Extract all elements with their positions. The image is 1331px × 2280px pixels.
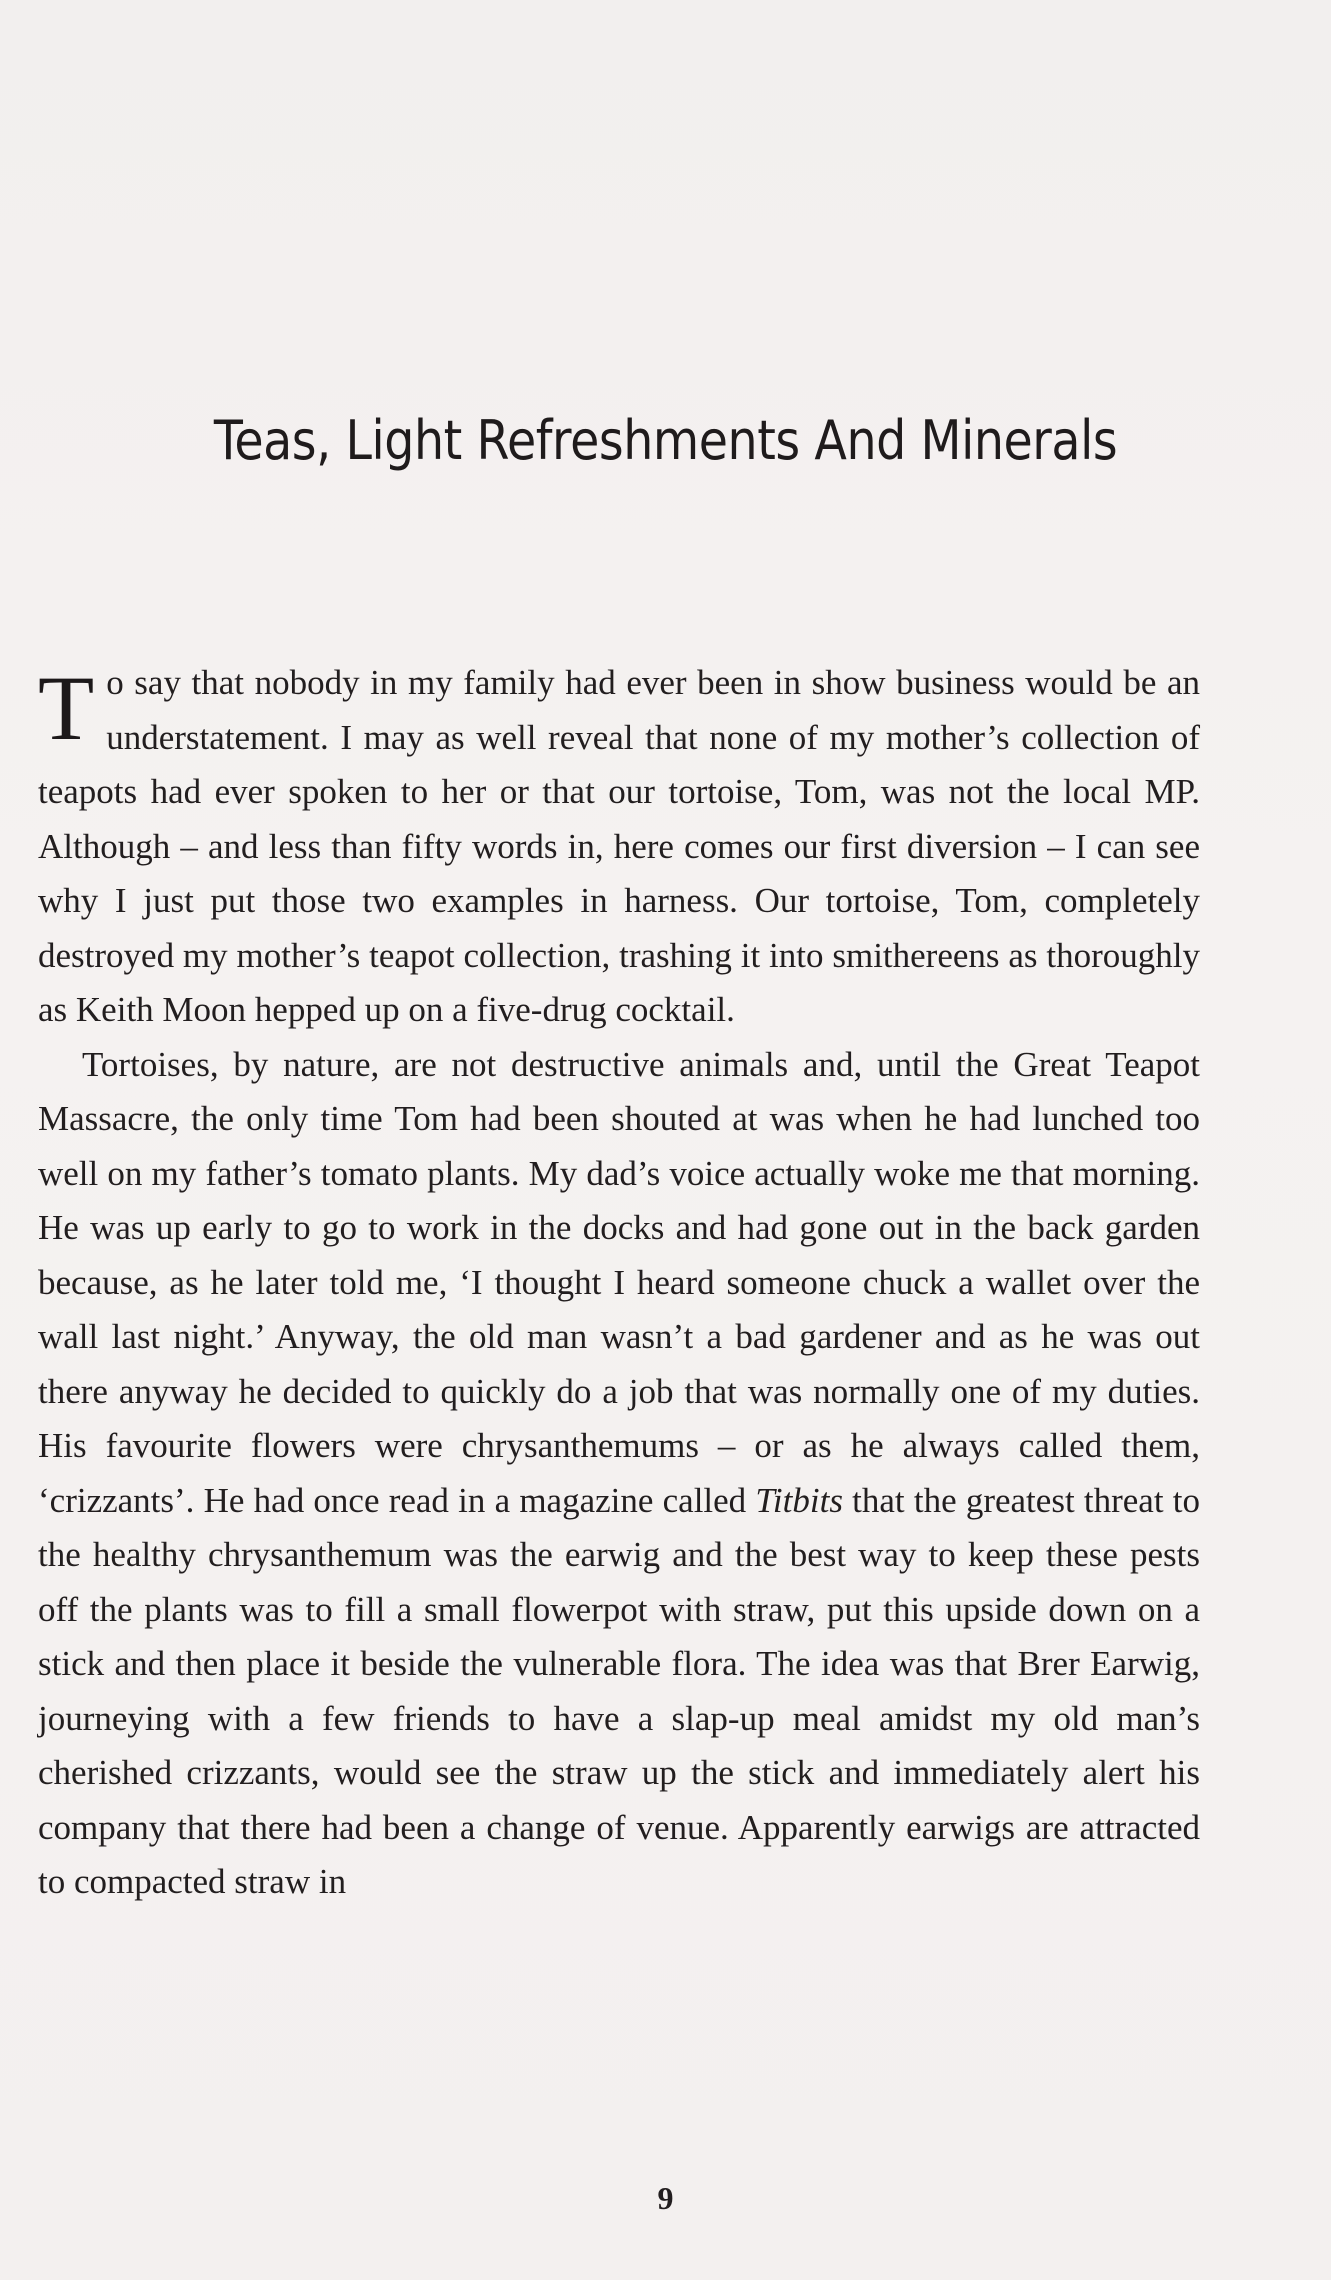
chapter-title: Teas, Light Refreshments And Minerals xyxy=(213,409,1118,473)
chapter-body xyxy=(38,656,1200,1910)
page-number: 9 xyxy=(657,2180,674,2216)
paragraph-2-text-start: Tortoises, by nature, are not destructive animals and, until the Great Teapot Massacre, the only time Tom had been shouted at was when he had lunched too well on my father’s tomato plants. My dad’s voice actually woke me that morning. He was up early to go to work in the docks and had gone out in the back garden because, as he later told me, ‘I thought I heard someone chuck a wallet over the wall last night.’ Anyway, the old man wasn’t a bad gardener and as he was out there anyway he decided to quickly do a job that was normally one of my duties. His favourite flowers were chrysanthemums – or as he always called them, ‘crizzants’. He had once read in a magazine called xyxy=(38,1044,1200,1520)
magazine-title: Titbits xyxy=(755,1480,843,1520)
paragraph-2-text-end: that the greatest threat to the healthy chrysanthemum was the earwig and the best way to keep these pests off the plants was to fill a small flowerpot with straw, put this upside down on a stick and then place it beside the vulnerable flora. The idea was that Brer Earwig, journeying with a few friends to have a slap-up meal amidst my old man’s cherished crizzants, would see the straw up the stick and immediately alert his company that there had been a change of venue. Apparently earwigs are attracted to compacted straw in xyxy=(38,1480,1200,1901)
paragraph-1 xyxy=(38,656,1200,1038)
paragraph-1-text: o say that nobody in my family had ever been in show business would be an understatement. I may as well reveal that none of my mother’s collection of teapots had ever spoken to her or that our tortoise, Tom, was not the local MP. Although – and less than fifty words in, here comes our first diversion – I can see why I just put those two examples in harness. Our tortoise, Tom, completely destroyed my mother’s teapot collection, trashing it into smithereens as thoroughly as Keith Moon hepped up on a five-drug cocktail. xyxy=(38,663,1200,1029)
paragraph-2 xyxy=(38,1038,1200,1910)
drop-cap: T xyxy=(38,657,95,759)
